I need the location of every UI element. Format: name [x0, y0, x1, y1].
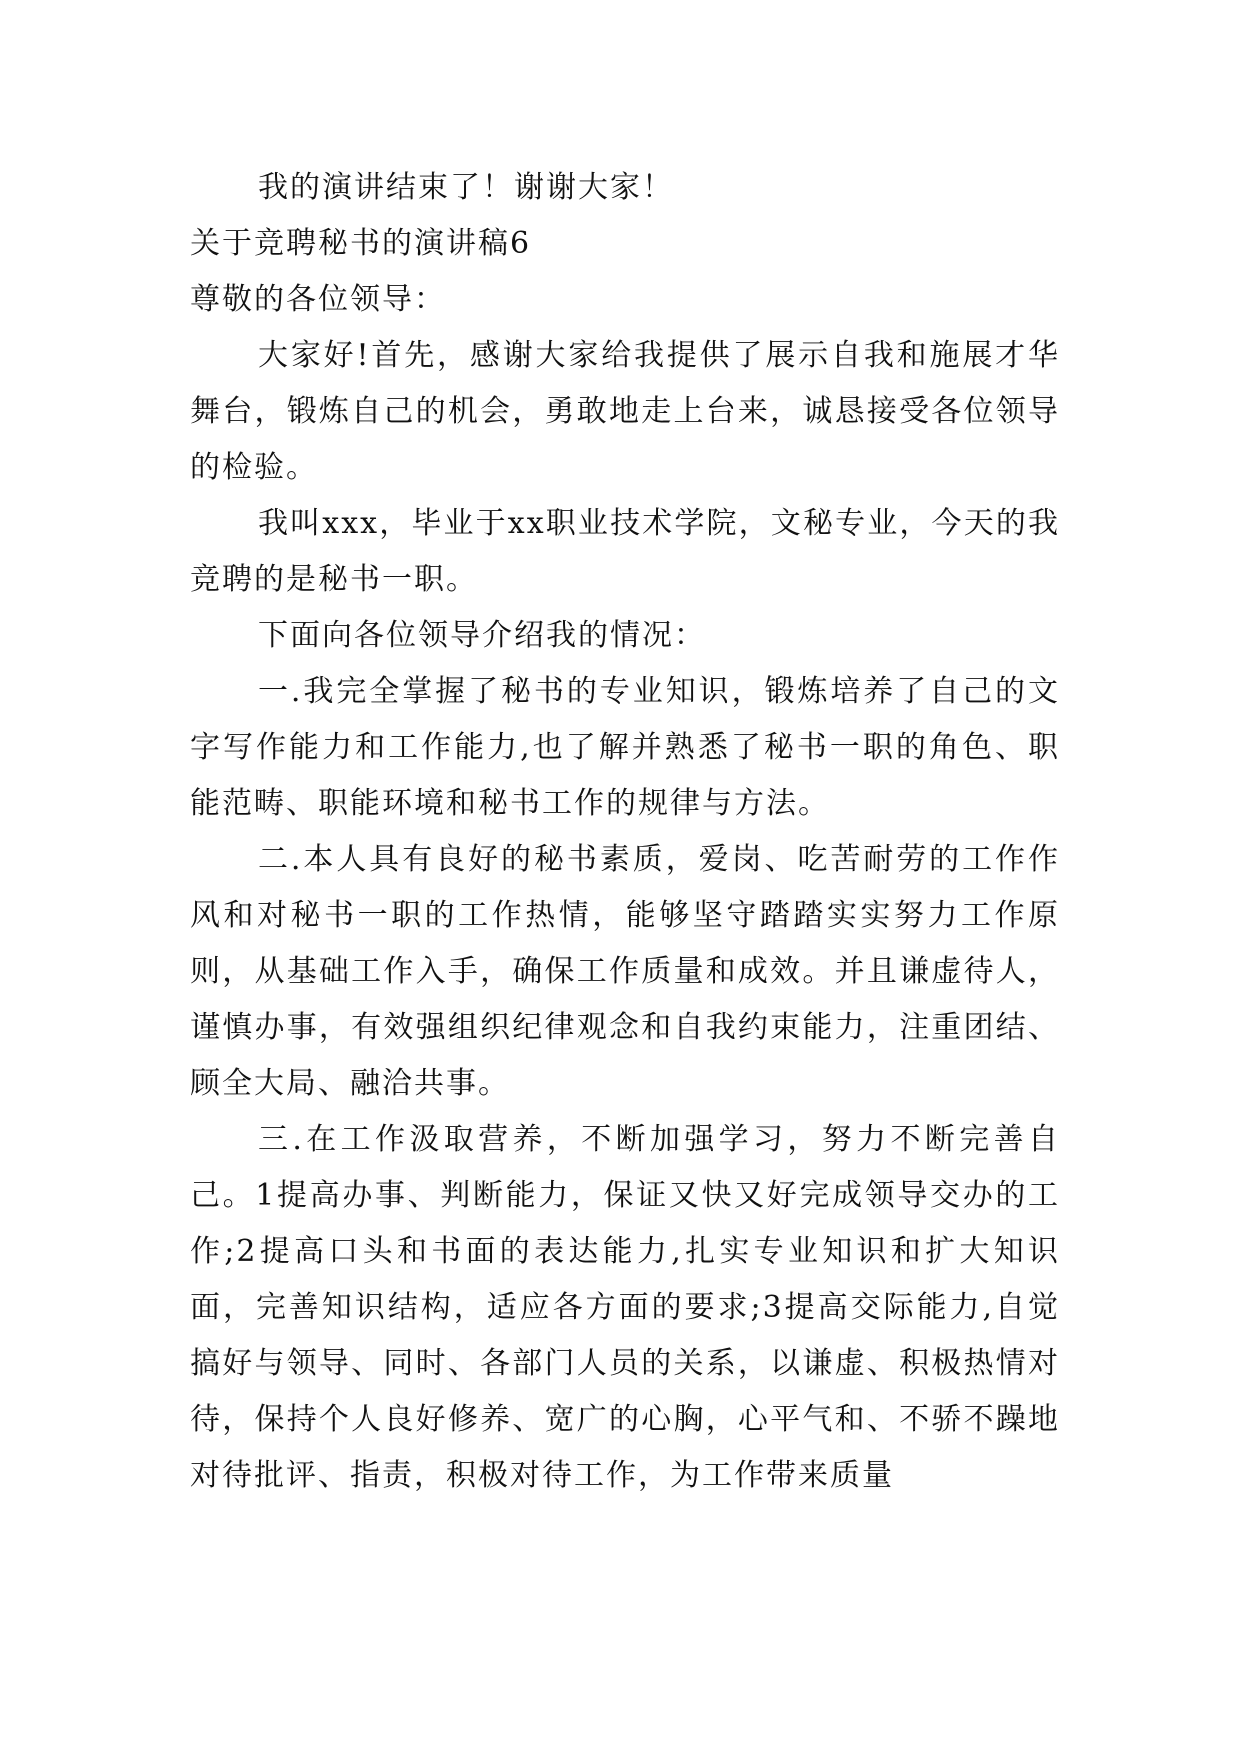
closing-line: 我的演讲结束了！谢谢大家！: [258, 170, 674, 205]
paragraph-point-three: 三.在工作汲取营养，不断加强学习，努力不断完善自己。1提高办事、判断能力，保证又快又好完成领导交办的工作;2提高口头和书面的表达能力,扎实专业知识和扩大知识面，完善知识结构，适应各方面的要求;3提高交际能力,自觉搞好与领导、同时、各部门人员的关系，以谦虚、积极热情对待，保持个人良好修养、宽广的心胸，心平气和、不骄不躁地对待批评、指责，积极对待工作，为工作带来质量: [190, 1122, 1060, 1493]
paragraph-greeting: 大家好!首先，感谢大家给我提供了展示自我和施展才华舞台，锻炼自己的机会，勇敢地走上台来，诚恳接受各位领导的检验。: [190, 338, 1060, 485]
paragraph-introduction: 我叫xxx，毕业于xx职业技术学院，文秘专业，今天的我竞聘的是秘书一职。: [190, 506, 1060, 597]
paragraph-point-one: 一.我完全掌握了秘书的专业知识，锻炼培养了自己的文字写作能力和工作能力,也了解并熟悉了秘书一职的角色、职能范畴、职能环境和秘书工作的规律与方法。: [190, 674, 1060, 821]
document-body: [190, 160, 1060, 1504]
salutation: 尊敬的各位领导：: [190, 282, 446, 317]
paragraph-transition: 下面向各位领导介绍我的情况：: [258, 618, 706, 653]
speech-title: 关于竞聘秘书的演讲稿6: [190, 226, 532, 261]
paragraph-point-two: 二.本人具有良好的秘书素质，爱岗、吃苦耐劳的工作作风和对秘书一职的工作热情，能够坚守踏踏实实努力工作原则，从基础工作入手，确保工作质量和成效。并且谦虚待人，谨慎办事，有效强组织纪律观念和自我约束能力，注重团结、顾全大局、融洽共事。: [190, 842, 1060, 1101]
